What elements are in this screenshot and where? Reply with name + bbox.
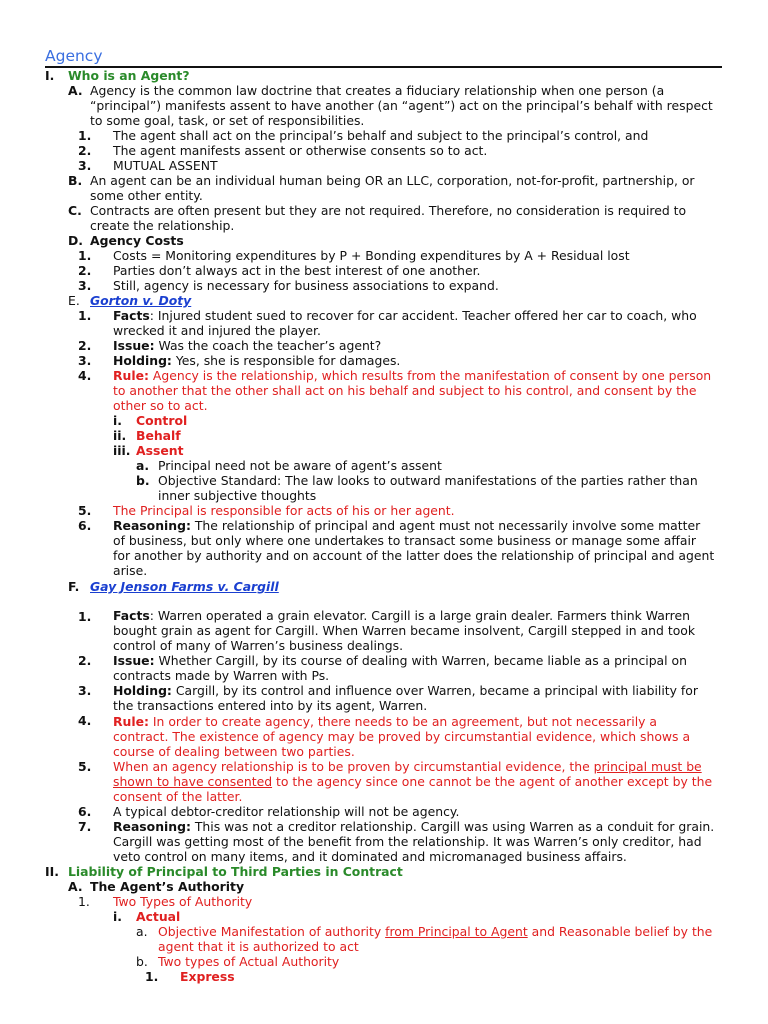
reasoning-line: veto control on many items, and it dominated and micromanaged business affairs. — [113, 849, 627, 864]
list-item: Principal need not be aware of agent’s assent — [158, 458, 442, 473]
paragraph-line: An agent can be an individual human being OR an LLC, corporation, not-for-profit, partnership, or — [90, 173, 695, 188]
section-marker: II. — [45, 864, 59, 879]
rule-element: Behalf — [136, 428, 181, 443]
issue-line: contracts made by Warren with Ps. — [113, 668, 330, 683]
holding-text: Cargill, by its control and influence over Warren, became a principal with liability for — [171, 683, 698, 698]
rule-text: Objective Manifestation of authority — [158, 924, 386, 939]
list-item: The agent shall act on the principal’s behalf and subject to the principal’s control, and — [113, 128, 649, 143]
list-item: Objective Standard: The law looks to outward manifestations of the parties rather than — [158, 473, 698, 488]
reasoning-label: Reasoning: — [113, 819, 191, 834]
subheading: The Agent’s Authority — [90, 879, 245, 894]
facts-line — [113, 308, 697, 323]
item-marker: b. — [136, 954, 148, 969]
rule-label: Rule: — [113, 714, 149, 729]
item-marker: 2. — [78, 143, 92, 158]
item-marker: 1. — [78, 248, 92, 263]
reasoning-line: for another by authority and on account of the latter does the relationship of principal and agent — [113, 548, 715, 563]
reasoning-text: This was not a creditor relationship. Cargill was using Warren as a conduit for grain. — [190, 819, 715, 834]
reasoning-line: of business, but only where one undertakes to transact some business or manage some affair — [113, 533, 697, 548]
rule-text: When an agency relationship is to be proven by circumstantial evidence, the — [113, 759, 594, 774]
rule-line: to another that the other shall act on his behalf and subject to his control, and consent by the — [113, 383, 697, 398]
paragraph-line: Contracts are often present but they are not required. Therefore, no consideration is required to — [90, 203, 687, 218]
paragraph-line: “principal”) manifests assent to have another (an “agent”) act on the principal’s behalf with respect — [90, 98, 713, 113]
paragraph-line: create the relationship. — [90, 218, 235, 233]
facts-text: : Injured student sued to recover for car accident. Teacher offered her car to coach, who — [149, 308, 697, 323]
rule-line: consent of the latter. — [113, 789, 243, 804]
item-marker: 4. — [78, 368, 92, 383]
underlined-text: principal must be — [593, 759, 702, 774]
item-marker: A. — [68, 83, 83, 98]
rule-line: The Principal is responsible for acts of his or her agent. — [113, 503, 455, 518]
reasoning-label: Reasoning: — [113, 518, 191, 533]
rule-element: Express — [180, 969, 235, 984]
item-marker: 7. — [78, 819, 92, 834]
item-marker: 3. — [78, 353, 92, 368]
facts-line: bought grain as agent for Cargill. When Warren became insolvent, Cargill stepped in and took — [113, 623, 696, 638]
issue-label: Issue: — [113, 653, 155, 668]
item-marker: ii. — [113, 428, 127, 443]
reasoning-line: Cargill was getting most of the benefit from the relationship. It was Warren’s only creditor, had — [113, 834, 702, 849]
rule-line: other so to act. — [113, 398, 208, 413]
rule-element: Assent — [136, 443, 184, 458]
reasoning-line — [113, 819, 714, 834]
rule-line — [113, 774, 712, 789]
item-marker: 2. — [78, 653, 92, 668]
item-marker: 1. — [78, 894, 90, 909]
rule-label: Rule: — [113, 368, 149, 383]
list-item: Costs = Monitoring expenditures by P + Bonding expenditures by A + Residual lost — [113, 248, 630, 263]
issue-text: Whether Cargill, by its course of dealing with Warren, became liable as a principal on — [154, 653, 687, 668]
paragraph-line: to some goal, task, or set of responsibilities. — [90, 113, 365, 128]
section-marker: I. — [45, 68, 55, 83]
holding-label: Holding: — [113, 683, 172, 698]
rule-line — [158, 924, 712, 939]
rule-line: Two types of Actual Authority — [158, 954, 340, 969]
section-heading: Who is an Agent? — [68, 68, 190, 83]
section-heading: Liability of Principal to Third Parties in Contract — [68, 864, 403, 879]
reasoning-line: arise. — [113, 563, 148, 578]
underlined-text: shown to have consented — [113, 774, 273, 789]
rule-text: to the agency since one cannot be the agent of another except by the — [272, 774, 713, 789]
rule-line: course of dealing between two parties. — [113, 744, 355, 759]
item-marker: 3. — [78, 158, 92, 173]
page-title: Agency — [45, 47, 103, 65]
list-item: A typical debtor-creditor relationship will not be agency. — [113, 804, 460, 819]
paragraph-line: some other entity. — [90, 188, 203, 203]
holding-line: the transactions entered into by its agent, Warren. — [113, 698, 428, 713]
list-item: Still, agency is necessary for business associations to expand. — [113, 278, 499, 293]
list-item: The agent manifests assent or otherwise consents so to act. — [113, 143, 488, 158]
rule-element: Control — [136, 413, 188, 428]
rule-line: Two Types of Authority — [113, 894, 253, 909]
holding-text: Yes, she is responsible for damages. — [171, 353, 401, 368]
facts-line: wrecked it and injured the player. — [113, 323, 321, 338]
rule-line: contract. The existence of agency may be proved by circumstantial evidence, which shows a — [113, 729, 691, 744]
item-marker: 5. — [78, 759, 92, 774]
reasoning-text: The relationship of principal and agent must not necessarily involve some matter — [190, 518, 701, 533]
holding-label: Holding: — [113, 353, 172, 368]
list-item: inner subjective thoughts — [158, 488, 317, 503]
item-marker: E. — [68, 293, 80, 308]
rule-text: and Reasonable belief by the — [527, 924, 713, 939]
item-marker: 1. — [78, 308, 92, 323]
issue-line — [113, 338, 381, 353]
rule-line — [113, 759, 702, 774]
item-marker: F. — [68, 579, 80, 594]
item-marker: 1. — [78, 128, 92, 143]
list-item: Parties don’t always act in the best interest of one another. — [113, 263, 481, 278]
rule-text: In order to create agency, there needs to be an agreement, but not necessarily a — [148, 714, 658, 729]
rule-element: Actual — [136, 909, 181, 924]
item-marker: 6. — [78, 804, 92, 819]
rule-line: agent that it is authorized to act — [158, 939, 359, 954]
rule-text: Agency is the relationship, which results from the manifestation of consent by one person — [148, 368, 712, 383]
facts-line — [113, 608, 690, 623]
item-marker: a. — [136, 924, 148, 939]
item-marker: 1. — [78, 609, 92, 624]
item-marker: 6. — [78, 518, 92, 533]
item-marker: D. — [68, 233, 83, 248]
item-marker: i. — [113, 909, 122, 924]
facts-label: Facts — [113, 608, 150, 623]
item-marker: 3. — [78, 278, 92, 293]
rule-line — [113, 368, 711, 383]
reasoning-line — [113, 518, 700, 533]
issue-text: Was the coach the teacher’s agent? — [154, 338, 382, 353]
rule-line — [113, 714, 657, 729]
holding-line — [113, 353, 400, 368]
list-item: MUTUAL ASSENT — [113, 158, 218, 173]
item-marker: C. — [68, 203, 82, 218]
holding-line — [113, 683, 698, 698]
item-marker: B. — [68, 173, 83, 188]
item-marker: 1. — [145, 969, 159, 984]
facts-text: : Warren operated a grain elevator. Cargill is a large grain dealer. Farmers think Warren — [149, 608, 690, 623]
item-marker: 2. — [78, 338, 92, 353]
subheading: Agency Costs — [90, 233, 184, 248]
issue-label: Issue: — [113, 338, 155, 353]
item-marker: 3. — [78, 683, 92, 698]
case-link[interactable]: Gorton v. Doty — [90, 293, 192, 308]
underlined-text: from Principal to Agent — [385, 924, 528, 939]
facts-line: control of many of Warren’s business dealings. — [113, 638, 404, 653]
item-marker: i. — [113, 413, 122, 428]
item-marker: 4. — [78, 713, 92, 728]
facts-label: Facts — [113, 308, 150, 323]
paragraph-line: Agency is the common law doctrine that creates a fiduciary relationship when one person (a — [90, 83, 665, 98]
item-marker: a. — [136, 458, 150, 473]
case-link[interactable]: Gay Jenson Farms v. Cargill — [90, 579, 279, 594]
item-marker: iii. — [113, 443, 131, 458]
issue-line — [113, 653, 687, 668]
item-marker: A. — [68, 879, 83, 894]
item-marker: 5. — [78, 503, 92, 518]
item-marker: b. — [136, 473, 150, 488]
item-marker: 2. — [78, 263, 92, 278]
